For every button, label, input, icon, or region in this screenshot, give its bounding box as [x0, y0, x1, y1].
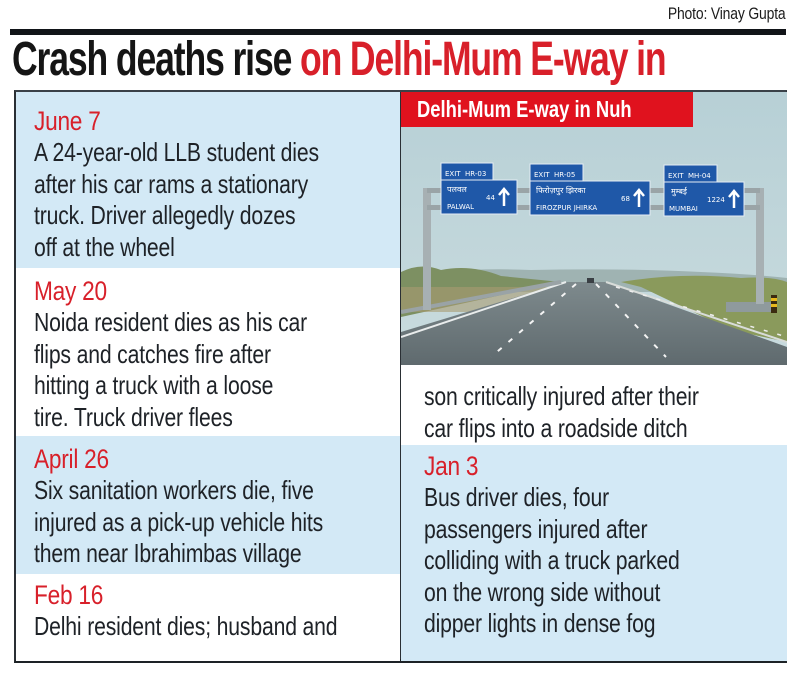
incident-description: Noida resident dies as his car flips and catches fire after hitting a truck with a loose tire. Truck driver flees — [34, 307, 308, 432]
svg-text:EXIT: EXIT — [445, 170, 461, 178]
svg-text:फिरोज़पुर झिरका: फिरोज़पुर झिरका — [536, 186, 586, 195]
photo-credit: Photo: Vinay Gupta — [668, 4, 786, 23]
svg-text:EXIT: EXIT — [534, 171, 550, 179]
svg-text:44: 44 — [486, 194, 495, 202]
incident-description: A 24-year-old LLB student dies after his car rams a stationary truck. Driver allegedly dozes off at the wheel — [34, 137, 319, 262]
incident-may-20 — [16, 268, 400, 436]
svg-text:HR-03: HR-03 — [465, 170, 487, 178]
incident-panel — [14, 90, 787, 663]
svg-text:HR-05: HR-05 — [554, 171, 576, 179]
incident-june-7 — [16, 92, 400, 268]
incident-date: Feb 16 — [34, 580, 104, 610]
incident-date: May 20 — [34, 276, 107, 306]
incident-description-continued: son critically injured after their car flips into a roadside ditch — [424, 381, 699, 443]
headline — [12, 34, 665, 86]
incident-feb-16-continued — [401, 365, 787, 445]
svg-text:FIROZPUR JHIRKA: FIROZPUR JHIRKA — [536, 204, 598, 212]
svg-text:मुम्बई: मुम्बई — [671, 187, 687, 196]
photo-caption-label: Delhi-Mum E-way in Nuh — [401, 92, 693, 127]
incident-date: April 26 — [34, 444, 109, 474]
incident-april-26 — [16, 436, 400, 574]
svg-text:MH-04: MH-04 — [688, 172, 711, 180]
svg-text:68: 68 — [621, 195, 630, 203]
expressway-photo-illustration — [401, 92, 787, 365]
incident-feb-16 — [16, 574, 400, 661]
svg-text:PALWAL: PALWAL — [447, 203, 475, 211]
svg-text:पलवल: पलवल — [447, 185, 467, 194]
incident-description: Six sanitation workers die, five injured as a pick-up vehicle hits them near Ibrahimbas village — [34, 475, 324, 568]
svg-text:1224: 1224 — [707, 196, 725, 204]
incident-date: Jan 3 — [424, 451, 479, 481]
incident-date: June 7 — [34, 106, 101, 136]
incident-jan-3 — [401, 445, 787, 661]
incident-description: Delhi resident dies; husband and — [34, 611, 338, 641]
headline-part-black: Crash deaths rise — [12, 33, 300, 86]
svg-text:MUMBAI: MUMBAI — [669, 205, 698, 213]
incident-description: Bus driver dies, four passengers injured after colliding with a truck parked on the wrong side without dipper lights in dense fog — [424, 482, 680, 638]
headline-part-red: on Delhi-Mum E-way in — [299, 33, 666, 86]
svg-text:EXIT: EXIT — [668, 172, 684, 180]
expressway-photo — [401, 92, 787, 365]
